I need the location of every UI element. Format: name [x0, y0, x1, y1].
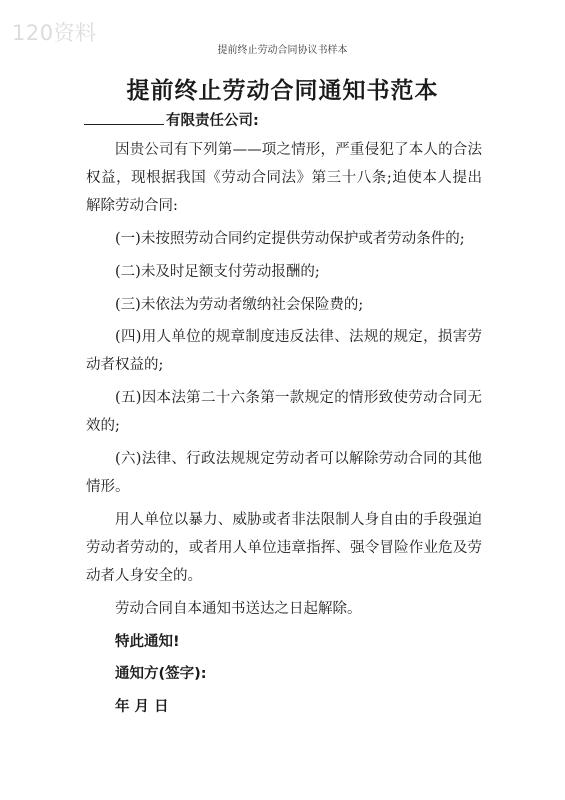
notice-body [86, 136, 482, 726]
termination-paragraph: 劳动合同自本通知书送达之日起解除。 [115, 601, 362, 618]
clause-4: (四)用人单位的规章制度违反法律、法规的规定，损害劳动者权益的; [86, 329, 482, 374]
clause-2: (二)未及时足额支付劳动报酬的; [115, 263, 320, 280]
additional-paragraph: 用人单位以暴力、威胁或者非法限制人身自由的手段强迫劳动者劳动的，或者用人单位违章指挥、强令冒险作业危及劳动者人身安全的。 [86, 511, 482, 585]
clause-5: (五)因本法第二十六条第一款规定的情形致使劳动合同无效的; [86, 390, 482, 435]
date-line: 年 月 日 [115, 699, 169, 716]
running-header: 提前终止劳动合同协议书样本 [217, 45, 348, 56]
notifier-signature-line: 通知方(签字): [115, 666, 207, 683]
closing-line: 特此通知! [115, 633, 180, 650]
clause-1: (一)未按照劳动合同约定提供劳动保护或者劳动条件的; [115, 231, 465, 248]
watermark-logo: 120资料 [12, 21, 97, 45]
clause-6: (六)法律、行政法规规定劳动者可以解除劳动合同的其他情形。 [86, 451, 482, 496]
company-name-blank [84, 110, 164, 125]
addressee-line [84, 109, 259, 130]
addressee-label: 有限责任公司: [166, 113, 259, 129]
clause-3: (三)未依法为劳动者缴纳社会保险费的; [115, 296, 364, 313]
intro-paragraph: 因贵公司有下列第——项之情形，严重侵犯了本人的合法权益，现根据我国《劳动合同法》第三十八条;迫使本人提出解除劳动合同: [86, 142, 482, 215]
document-title: 提前终止劳动合同通知书范本 [126, 78, 439, 104]
